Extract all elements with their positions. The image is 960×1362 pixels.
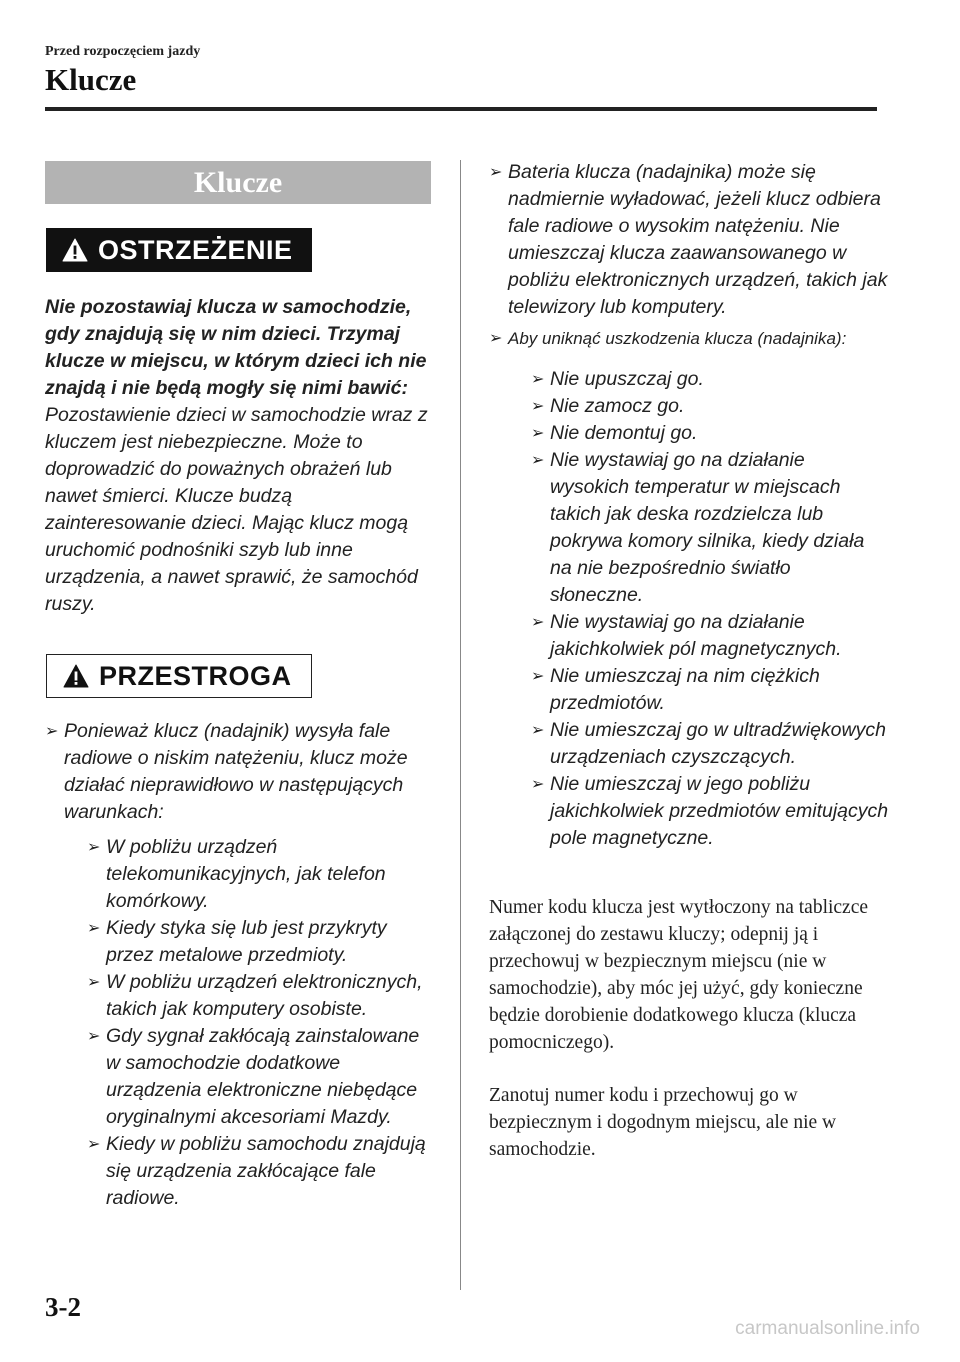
sub-item-text: Nie demontuj go. xyxy=(550,422,698,444)
warning-text: Pozostawienie dzieci w samochodzie wraz z kluczem jest niebezpieczne. Może to doprowadzić do poważnych obrażeń lub nawet śmierci. Klucze budzą zainteresowanie dzieci. Mając klucz mogą uruchomić podnośniki szyb lub inne urządzenia, a nawet sprawić, że samochód ruszy. xyxy=(45,404,428,615)
arrow-bullet-icon: ➢ xyxy=(45,723,59,740)
sub-item-text: Nie zamocz go. xyxy=(550,395,685,417)
header-section-label: Przed rozpoczęciem jazdy xyxy=(45,44,201,59)
arrow-bullet-icon: ➢ xyxy=(531,776,545,793)
arrow-bullet-icon: ➢ xyxy=(531,668,545,685)
list-item xyxy=(45,718,431,1212)
sub-item-text: Nie umieszczaj go w ultradźwiękowych urządzeniach czyszczących. xyxy=(550,719,886,768)
caution-sublist xyxy=(531,366,889,852)
arrow-bullet-icon: ➢ xyxy=(489,164,503,181)
sub-item-text: Nie upuszczaj go. xyxy=(550,368,704,390)
header-rule xyxy=(45,107,877,111)
arrow-bullet-icon: ➢ xyxy=(531,614,545,631)
sub-item-text: Nie wystawiaj go na działanie wysokich temperatur w miejscach takich jak deska rozdzielcza lub pokrywa komory silnika, kiedy działa na nie bezpośrednio światło słoneczne. xyxy=(550,449,865,606)
warning-label xyxy=(46,228,312,272)
watermark: carmanualsonline.info xyxy=(735,1318,920,1339)
header-title: Klucze xyxy=(45,62,137,97)
caution-title: PRZESTROGA xyxy=(99,660,292,691)
caution-triangle-icon xyxy=(63,664,89,688)
section-title-bar xyxy=(45,161,431,204)
arrow-bullet-icon: ➢ xyxy=(531,398,545,415)
caution-item-text: Bateria klucza (nadajnika) może się nadmiernie wyładować, jeżeli klucz odbiera fale radiowe o wysokim natężeniu. Nie umieszczaj klucza zaawansowanego w pobliżu elektronicznych urządzeń, takich jak telewizory lub komputery. xyxy=(508,161,888,318)
warning-body xyxy=(45,294,431,618)
sub-item-text: W pobliżu urządzeń telekomunikacyjnych, jak telefon komórkowy. xyxy=(106,836,386,912)
sub-item-text: Nie wystawiaj go na działanie jakichkolwiek pól magnetycznych. xyxy=(550,611,842,660)
sub-item-text: Kiedy w pobliżu samochodu znajdują się urządzenia zakłócające fale radiowe. xyxy=(106,1133,426,1209)
note-paragraph: Zanotuj numer kodu i przechowuj go w bezpiecznym i dogodnym miejscu, ale nie w samochodzie. xyxy=(489,1085,837,1160)
caution-list-left xyxy=(45,718,431,1212)
arrow-bullet-icon: ➢ xyxy=(531,722,545,739)
warning-bold-text: Nie pozostawiaj klucza w samochodzie, gdy znajdują się w nim dzieci. Trzymaj klucze w miejscu, w którym dzieci ich nie znajdą i nie będą mogły się nimi bawić: xyxy=(45,296,427,399)
sub-item-text: Kiedy styka się lub jest przykryty przez metalowe przedmioty. xyxy=(106,917,387,966)
list-item xyxy=(531,420,889,447)
arrow-bullet-icon: ➢ xyxy=(531,371,545,388)
list-item xyxy=(489,325,889,852)
arrow-bullet-icon: ➢ xyxy=(87,974,101,991)
caution-label xyxy=(46,654,312,698)
list-item xyxy=(531,366,889,393)
warning-triangle-icon xyxy=(62,238,88,262)
list-item xyxy=(531,771,889,852)
arrow-bullet-icon: ➢ xyxy=(489,330,503,347)
list-item xyxy=(87,969,431,1023)
arrow-bullet-icon: ➢ xyxy=(531,452,545,469)
sub-item-text: Nie umieszczaj na nim ciężkich przedmiotów. xyxy=(550,665,820,714)
sub-item-text: W pobliżu urządzeń elektronicznych, takich jak komputery osobiste. xyxy=(106,971,423,1020)
list-item xyxy=(531,663,889,717)
caution-item-text: Ponieważ klucz (nadajnik) wysyła fale radiowe o niskim natężeniu, klucz może działać nieprawidłowo w następujących warunkach: xyxy=(64,720,408,823)
list-item xyxy=(531,393,889,420)
list-item xyxy=(531,609,889,663)
list-item xyxy=(87,915,431,969)
left-column xyxy=(45,161,431,1212)
list-item xyxy=(531,717,889,771)
arrow-bullet-icon: ➢ xyxy=(87,1028,101,1045)
warning-title: OSTRZEŻENIE xyxy=(98,234,293,265)
caution-list-right xyxy=(489,159,889,852)
page-number: 3-2 xyxy=(45,1292,81,1322)
arrow-bullet-icon: ➢ xyxy=(87,1136,101,1153)
arrow-bullet-icon: ➢ xyxy=(87,839,101,856)
caution-item-text: Aby uniknąć uszkodzenia klucza (nadajnika): xyxy=(508,329,847,348)
key-code-paragraph: Numer kodu klucza jest wytłoczony na tabliczce załączonej do zestawu kluczy; odepnij ją i przechowuj w bezpiecznym miejscu (nie w samochodzie), aby móc jej użyć, gdy konieczne będzie dorobienie dodatkowego klucza (klucza pomocniczego). xyxy=(489,897,869,1053)
list-item xyxy=(531,447,889,609)
caution-sublist xyxy=(87,834,431,1212)
arrow-bullet-icon: ➢ xyxy=(531,425,545,442)
list-item xyxy=(87,1131,431,1212)
section-title: Klucze xyxy=(193,165,283,199)
sub-item-text: Gdy sygnał zakłócają zainstalowane w samochodzie dodatkowe urządzenia elektroniczne niebędące oryginalnymi akcesoriami Mazdy. xyxy=(106,1025,420,1128)
list-item xyxy=(489,159,889,321)
right-column xyxy=(489,159,889,1163)
list-item xyxy=(87,1023,431,1131)
list-item xyxy=(87,834,431,915)
column-divider xyxy=(460,160,461,1290)
sub-item-text: Nie umieszczaj w jego pobliżu jakichkolwiek przedmiotów emitujących pole magnetyczne. xyxy=(550,773,889,849)
arrow-bullet-icon: ➢ xyxy=(87,920,101,937)
